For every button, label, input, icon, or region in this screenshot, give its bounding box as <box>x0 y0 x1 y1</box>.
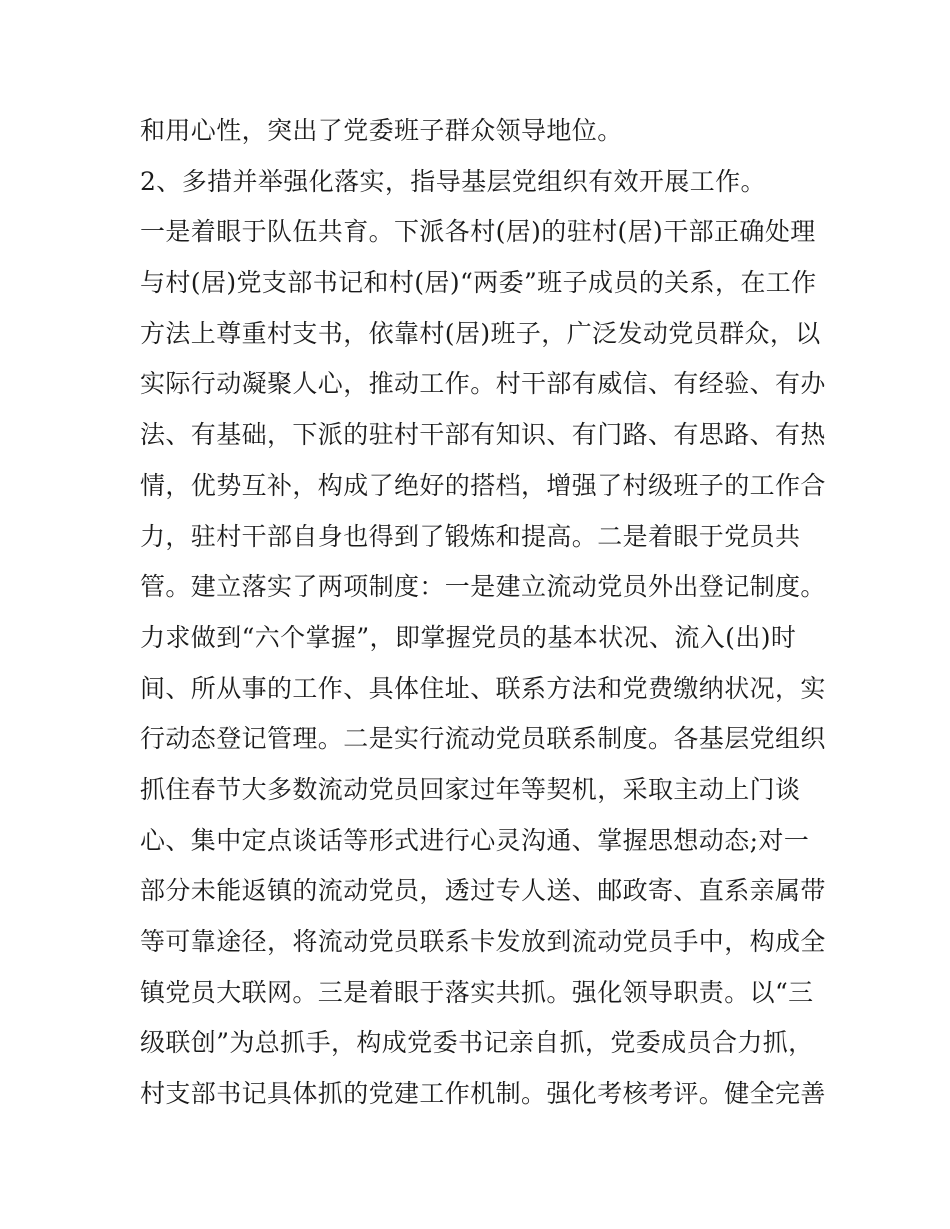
text-line: 级联创”为总抓手，构成党委书记亲自抓，党委成员合力抓， <box>140 1028 814 1058</box>
text-line: 心、集中定点谈话等形式进行心灵沟通、掌握思想动态;对一 <box>140 825 810 855</box>
text-line: 法、有基础，下派的驻村干部有知识、有门路、有思路、有热 <box>140 420 826 450</box>
text-line: 实际行动凝聚人心，推动工作。村干部有威信、有经验、有办 <box>140 369 826 399</box>
text-line: 与村(居)党支部书记和村(居)“两委”班子成员的关系，在工作 <box>140 268 817 298</box>
text-line: 管。建立落实了两项制度：一是建立流动党员外出登记制度。 <box>140 572 826 602</box>
text-line: 抓住春节大多数流动党员回家过年等契机，采取主动上门谈 <box>140 774 801 804</box>
text-line: 2、多措并举强化落实，指导基层党组织有效开展工作。 <box>140 166 766 196</box>
body-text <box>140 106 830 1120</box>
text-line: 情，优势互补，构成了绝好的搭档，增强了村级班子的工作合 <box>140 470 826 500</box>
text-line: 部分未能返镇的流动党员，透过专人送、邮政寄、直系亲属带 <box>140 876 826 906</box>
text-line: 镇党员大联网。三是着眼于落实共抓。强化领导职责。以“三 <box>140 977 814 1007</box>
text-line: 间、所从事的工作、具体住址、联系方法和党费缴纳状况，实 <box>140 673 826 703</box>
text-line: 方法上尊重村支书，依靠村(居)班子，广泛发动党员群众，以 <box>140 318 821 348</box>
text-line: 和用心性，突出了党委班子群众领导地位。 <box>140 116 623 145</box>
text-line: 村支部书记具体抓的党建工作机制。强化考核考评。健全完善 <box>140 1079 826 1109</box>
text-line: 一是着眼于队伍共育。下派各村(居)的驻村(居)干部正确处理 <box>140 217 816 247</box>
text-line: 力，驻村干部自身也得到了锻炼和提高。二是着眼于党员共 <box>140 521 801 551</box>
text-line: 行动态登记管理。二是实行流动党员联系制度。各基层党组织 <box>140 724 826 754</box>
text-line: 力求做到“六个掌握”，即掌握党员的基本状况、流入(出)时 <box>140 622 797 652</box>
text-line: 等可靠途径，将流动党员联系卡发放到流动党员手中，构成全 <box>140 927 826 956</box>
